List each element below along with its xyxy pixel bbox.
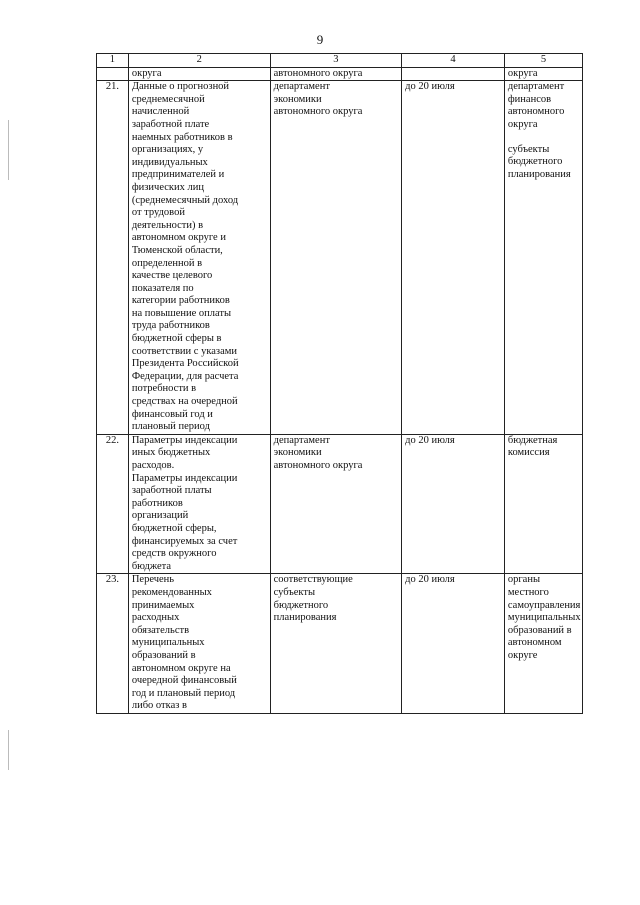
- row-provider: департамент экономики автономного округа: [270, 81, 402, 435]
- row-recipient-primary: департамент финансов автономного округа: [507, 81, 565, 130]
- column-header-5: 5: [504, 54, 582, 68]
- continuation-cell-1: [97, 67, 129, 81]
- row-recipient: [504, 81, 582, 435]
- table-row: [97, 434, 583, 574]
- row-deadline: до 20 июля: [402, 81, 505, 435]
- row-item: Перечень рекомендованных принимаемых расходных обязательств муниципальных образований в автономном округе на очередной финансовый год и плановый период либо отказ в: [128, 574, 270, 714]
- column-header-2: 2: [128, 54, 270, 68]
- row-provider: департамент экономики автономного округа: [270, 434, 402, 574]
- table-row-continuation: [97, 67, 583, 81]
- table-row: [97, 81, 583, 435]
- row-recipient-secondary: субъекты бюджетного планирования: [507, 143, 571, 180]
- column-header-4: 4: [402, 54, 505, 68]
- scan-edge-mark: [8, 730, 9, 770]
- continuation-cell-5: округа: [504, 67, 582, 81]
- row-number: 21.: [97, 81, 129, 435]
- column-header-1: 1: [97, 54, 129, 68]
- row-deadline: до 20 июля: [402, 574, 505, 714]
- row-provider: соответствующие субъекты бюджетного планирования: [270, 574, 402, 714]
- continuation-cell-3: автономного округа: [270, 67, 402, 81]
- row-item: Данные о прогнозной среднемесячной начисленной заработной плате наемных работников в организациях, у индивидуальных предпринимателей и физических лиц (среднемесячный доход от трудовой деятельности) в автономном округе и Тюменской области, определенной в качестве целевого показателя по категории работников на повышение оплаты труда работников бюджетной сферы в соответствии с указами Президента Российской Федерации, для расчета потребности в средствах на очередной финансовый год и плановый период: [128, 81, 270, 435]
- row-number: 23.: [97, 574, 129, 714]
- row-number: 22.: [97, 434, 129, 574]
- continuation-cell-4: [402, 67, 505, 81]
- row-item: Параметры индексации иных бюджетных расходов. Параметры индексации заработной платы работников организаций бюджетной сферы, финансируемых за счет средств окружного бюджета: [128, 434, 270, 574]
- scan-edge-mark: [8, 120, 9, 180]
- continuation-cell-2: округа: [128, 67, 270, 81]
- row-deadline: до 20 июля: [402, 434, 505, 574]
- page-number: 9: [316, 32, 324, 47]
- row-recipient: бюджетная комиссия: [504, 434, 582, 574]
- table-row: [97, 574, 583, 714]
- row-recipient: органы местного самоуправления муниципальных образований в автономном округе: [504, 574, 582, 714]
- column-header-3: 3: [270, 54, 402, 68]
- document-table: [96, 53, 583, 714]
- table-header-row: [97, 54, 583, 68]
